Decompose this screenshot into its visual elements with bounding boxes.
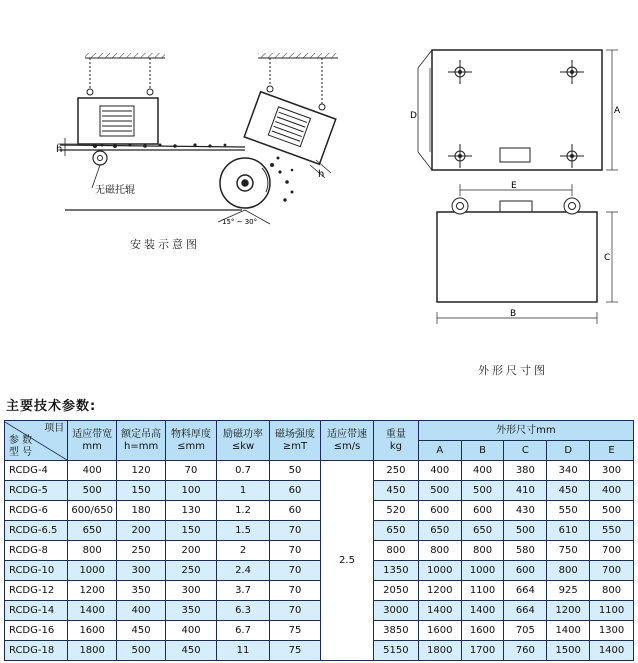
header-dim-d: D bbox=[547, 441, 590, 461]
table-cell: 1000 bbox=[461, 561, 504, 581]
model-cell: RCDG-18 bbox=[5, 641, 68, 661]
table-row bbox=[5, 621, 634, 641]
model-cell: RCDG-14 bbox=[5, 601, 68, 621]
table-cell: 700 bbox=[590, 561, 634, 581]
table-cell: 200 bbox=[117, 521, 166, 541]
table-cell: 70 bbox=[270, 601, 321, 621]
table-cell: 800 bbox=[418, 541, 461, 561]
table-cell: 600/650 bbox=[68, 501, 117, 521]
table-cell: 150 bbox=[166, 521, 217, 541]
table-cell: 400 bbox=[68, 461, 117, 481]
table-cell: 600 bbox=[418, 501, 461, 521]
table-cell: 1100 bbox=[590, 601, 634, 621]
table-cell: 1.2 bbox=[217, 501, 270, 521]
model-cell: RCDG-6.5 bbox=[5, 521, 68, 541]
table-cell: 3000 bbox=[373, 601, 418, 621]
model-cell: RCDG-8 bbox=[5, 541, 68, 561]
table-cell: 1700 bbox=[461, 641, 504, 661]
table-cell: 6.7 bbox=[217, 621, 270, 641]
table-cell: 450 bbox=[547, 481, 590, 501]
table-cell: 500 bbox=[117, 641, 166, 661]
table-cell: 400 bbox=[461, 461, 504, 481]
table-cell: 60 bbox=[270, 481, 321, 501]
table-cell: 1200 bbox=[68, 581, 117, 601]
table-cell: 664 bbox=[504, 581, 547, 601]
table-cell: 450 bbox=[166, 641, 217, 661]
table-cell: 650 bbox=[68, 521, 117, 541]
model-cell: RCDG-16 bbox=[5, 621, 68, 641]
model-cell: RCDG-4 bbox=[5, 461, 68, 481]
table-cell: 1200 bbox=[418, 581, 461, 601]
table-cell: 800 bbox=[461, 541, 504, 561]
header-belt-speed: 适应带速 ≤m/s bbox=[320, 421, 373, 461]
table-cell: 705 bbox=[504, 621, 547, 641]
table-row bbox=[5, 501, 634, 521]
table-cell: 75 bbox=[270, 621, 321, 641]
table-cell: 800 bbox=[373, 541, 418, 561]
corner-mid-label: 参 数 bbox=[9, 434, 33, 446]
header-belt-width: 适应带宽 mm bbox=[68, 421, 117, 461]
table-cell: 5150 bbox=[373, 641, 418, 661]
spec-table-body bbox=[5, 461, 634, 661]
table-cell: 6.3 bbox=[217, 601, 270, 621]
table-cell: 70 bbox=[270, 521, 321, 541]
table-cell: 300 bbox=[117, 561, 166, 581]
header-field-strength: 磁场强度 ≥mT bbox=[270, 421, 321, 461]
dim-a-label: A bbox=[614, 106, 621, 116]
table-cell: 2 bbox=[217, 541, 270, 561]
table-cell: 60 bbox=[270, 501, 321, 521]
table-cell: 400 bbox=[117, 601, 166, 621]
table-cell: 650 bbox=[461, 521, 504, 541]
left-chains bbox=[87, 58, 153, 95]
table-cell: 350 bbox=[166, 601, 217, 621]
table-cell: 70 bbox=[270, 541, 321, 561]
table-cell: 1800 bbox=[418, 641, 461, 661]
table-cell: 0.7 bbox=[217, 461, 270, 481]
table-row bbox=[5, 481, 634, 501]
table-cell: 800 bbox=[68, 541, 117, 561]
table-cell: 760 bbox=[504, 641, 547, 661]
table-cell: 400 bbox=[166, 621, 217, 641]
belt-speed-cell: 2.5 bbox=[320, 461, 373, 661]
table-cell: 550 bbox=[590, 521, 634, 541]
table-cell: 100 bbox=[166, 481, 217, 501]
install-caption: 安装示意图 bbox=[130, 238, 200, 251]
table-row bbox=[5, 581, 634, 601]
header-excitation-power: 励磁功率 ≤kw bbox=[217, 421, 270, 461]
table-cell: 400 bbox=[418, 461, 461, 481]
table-cell: 1600 bbox=[68, 621, 117, 641]
header-material-thickness: 物料厚度 ≤mm bbox=[166, 421, 217, 461]
table-cell: 250 bbox=[373, 461, 418, 481]
non-magnetic-roller bbox=[93, 151, 107, 165]
header-dim-a: A bbox=[418, 441, 461, 461]
header-dims-group: 外形尺寸mm bbox=[418, 421, 633, 441]
table-cell: 11 bbox=[217, 641, 270, 661]
model-cell: RCDG-12 bbox=[5, 581, 68, 601]
table-cell: 1 bbox=[217, 481, 270, 501]
table-cell: 1400 bbox=[68, 601, 117, 621]
left-magnet bbox=[78, 98, 158, 144]
table-cell: 1400 bbox=[461, 601, 504, 621]
header-dim-b: B bbox=[461, 441, 504, 461]
outline-top-view bbox=[418, 50, 618, 170]
h-label-right: h bbox=[318, 169, 325, 180]
dim-b-label: B bbox=[510, 309, 517, 319]
table-cell: 3850 bbox=[373, 621, 418, 641]
conveyor-belt bbox=[60, 145, 245, 210]
h-label-left: h bbox=[56, 144, 63, 155]
dim-c-label: C bbox=[604, 253, 611, 263]
dim-d-label: D bbox=[410, 111, 417, 121]
ceiling-left bbox=[85, 53, 165, 58]
table-cell: 150 bbox=[117, 481, 166, 501]
table-cell: 400 bbox=[590, 481, 634, 501]
table-row bbox=[5, 561, 634, 581]
table-cell: 3.7 bbox=[217, 581, 270, 601]
table-cell: 800 bbox=[547, 561, 590, 581]
table-cell: 250 bbox=[166, 561, 217, 581]
table-cell: 130 bbox=[166, 501, 217, 521]
table-cell: 580 bbox=[504, 541, 547, 561]
table-cell: 925 bbox=[547, 581, 590, 601]
table-cell: 550 bbox=[547, 501, 590, 521]
table-cell: 120 bbox=[117, 461, 166, 481]
header-dim-e: E bbox=[590, 441, 634, 461]
table-cell: 75 bbox=[270, 641, 321, 661]
table-cell: 500 bbox=[68, 481, 117, 501]
table-cell: 1350 bbox=[373, 561, 418, 581]
table-cell: 380 bbox=[504, 461, 547, 481]
table-cell: 350 bbox=[117, 581, 166, 601]
table-cell: 450 bbox=[117, 621, 166, 641]
table-cell: 650 bbox=[418, 521, 461, 541]
table-cell: 1400 bbox=[418, 601, 461, 621]
table-cell: 500 bbox=[418, 481, 461, 501]
corner-top-label: 项目 bbox=[44, 422, 65, 434]
table-cell: 664 bbox=[504, 601, 547, 621]
table-cell: 600 bbox=[504, 561, 547, 581]
table-cell: 180 bbox=[117, 501, 166, 521]
table-cell: 1300 bbox=[590, 621, 634, 641]
header-dim-c: C bbox=[504, 441, 547, 461]
table-row bbox=[5, 461, 634, 481]
model-cell: RCDG-10 bbox=[5, 561, 68, 581]
table-cell: 1400 bbox=[547, 621, 590, 641]
table-cell: 1.5 bbox=[217, 521, 270, 541]
table-cell: 1000 bbox=[418, 561, 461, 581]
dim-e-label: E bbox=[511, 181, 517, 191]
header-weight: 重量 kg bbox=[373, 421, 418, 461]
table-cell: 750 bbox=[547, 541, 590, 561]
angle-label: 15° ~ 30° bbox=[222, 218, 258, 226]
outline-front-view bbox=[437, 198, 618, 324]
table-cell: 70 bbox=[166, 461, 217, 481]
table-cell: 70 bbox=[270, 561, 321, 581]
table-cell: 500 bbox=[590, 501, 634, 521]
table-cell: 300 bbox=[590, 461, 634, 481]
model-cell: RCDG-5 bbox=[5, 481, 68, 501]
table-cell: 500 bbox=[461, 481, 504, 501]
table-cell: 700 bbox=[590, 541, 634, 561]
corner-header bbox=[5, 421, 68, 461]
roller-label: 无磁托辊 bbox=[95, 185, 135, 196]
table-row bbox=[5, 641, 634, 661]
table-row bbox=[5, 541, 634, 561]
spec-table bbox=[4, 420, 634, 661]
section-title: 主要技术参数: bbox=[6, 399, 97, 414]
table-cell: 2.4 bbox=[217, 561, 270, 581]
corner-bottom-label: 型 号 bbox=[9, 446, 33, 458]
table-cell: 430 bbox=[504, 501, 547, 521]
table-cell: 450 bbox=[373, 481, 418, 501]
header-hanging-height: 额定吊高 h=mm bbox=[117, 421, 166, 461]
table-cell: 410 bbox=[504, 481, 547, 501]
table-cell: 1600 bbox=[418, 621, 461, 641]
table-cell: 610 bbox=[547, 521, 590, 541]
table-cell: 300 bbox=[166, 581, 217, 601]
table-cell: 1200 bbox=[547, 601, 590, 621]
model-cell: RCDG-6 bbox=[5, 501, 68, 521]
table-row bbox=[5, 521, 634, 541]
table-cell: 500 bbox=[504, 521, 547, 541]
table-cell: 200 bbox=[166, 541, 217, 561]
table-cell: 1800 bbox=[68, 641, 117, 661]
table-cell: 600 bbox=[461, 501, 504, 521]
table-cell: 650 bbox=[373, 521, 418, 541]
table-cell: 1100 bbox=[461, 581, 504, 601]
table-cell: 520 bbox=[373, 501, 418, 521]
table-cell: 340 bbox=[547, 461, 590, 481]
table-cell: 800 bbox=[590, 581, 634, 601]
table-cell: 250 bbox=[117, 541, 166, 561]
head-pulley bbox=[220, 158, 270, 208]
outline-caption: 外形尺寸图 bbox=[478, 364, 548, 377]
table-cell: 2050 bbox=[373, 581, 418, 601]
table-row bbox=[5, 601, 634, 621]
table-cell: 1000 bbox=[68, 561, 117, 581]
ceiling-right bbox=[258, 53, 338, 58]
table-cell: 50 bbox=[270, 461, 321, 481]
table-cell: 1500 bbox=[547, 641, 590, 661]
table-cell: 1400 bbox=[590, 641, 634, 661]
table-cell: 70 bbox=[270, 581, 321, 601]
table-cell: 1600 bbox=[461, 621, 504, 641]
